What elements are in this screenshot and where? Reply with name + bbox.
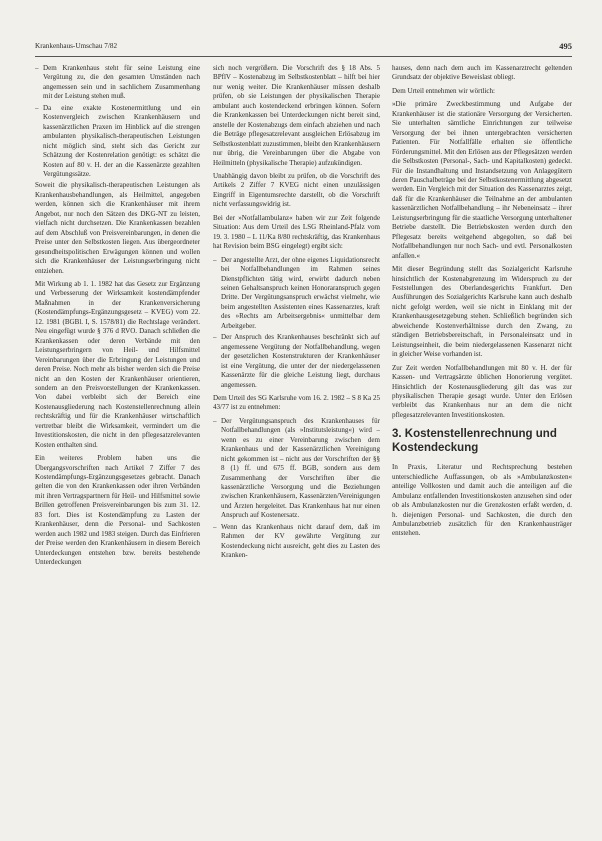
dash-bullet: –: [213, 333, 217, 342]
paragraph: Bei der »Notfallambulanz« haben wir zur Zeit folgende Situation: Aus dem Urteil des LSG Rheinland-Pfalz vom 19. 3. 1980 – L 11/Ka 8/80 rechtskräftig, das Krankenhaus hat Revision beim BSG eingelegt) ergibt sich:: [213, 213, 380, 251]
bullet-item: [35, 64, 200, 102]
dash-bullet: –: [213, 416, 217, 425]
bullet-text: Dem Krankenhaus steht für seine Leistung eine Vergütung zu, die den gesamten Umständen nach angemessen sein und in sachlichem Zusammenhang mit der Leistung stehen muß.: [43, 64, 200, 101]
bullet-item: [213, 417, 380, 521]
page-number: 495: [559, 41, 572, 51]
paragraph: Mit dieser Begründung stellt das Sozialgericht Karlsruhe hinsichtlich der Kostenabgrenzung im Widerspruch zu der Feststellungen des Oberlandesgerichts Frankfurt. Den Ausführungen des Sozialgerichts Karlsruhe kann auch deshalb nicht gefolgt werden, weil sie nicht in Einklang mit der Krankenhausgesetzgebung stehen. Schließlich begründen sich abweichende Kostenverhältnisse durch den Zwang, zu ständigen Betriebsbereitschaft, in Personaleinsatz und in Leistungseinheit, die beim niedergelassenen Kassenarzt nicht in gleicher Weise vorhanden ist.: [392, 265, 572, 359]
journal-title: Krankenhaus-Umschau 7/82: [35, 42, 118, 50]
dash-bullet: –: [213, 522, 217, 531]
quote-text: Wenn das Krankenhaus nicht darauf dem, daß im Rahmen der KV gewährte Vergütung zur Kostendeckung nicht ausreicht, geht dies zu Lasten des Kranken-: [221, 522, 380, 560]
running-header: [35, 40, 572, 57]
quote-text: Der Anspruch des Krankenhauses beschränkt sich auf angemessene Vergütung der Notfallbehandlung, wegen der gesetzlichen Kostenstrukturen der Krankenhäuser ist eine Vergütung, die unter der der niedergelassenen Kassenärzte für die gleiche Leistung liegt, durchaus angemessen.: [221, 333, 380, 389]
bullet-item: [213, 333, 380, 390]
paragraph: Dem Urteil entnehmen wir wörtlich:: [392, 86, 495, 95]
dash-bullet: –: [213, 255, 217, 264]
column-1: [35, 64, 200, 829]
column-2: [213, 64, 380, 829]
paragraph: Mit Wirkung ab 1. 1. 1982 hat das Gesetz zur Ergänzung und Verbesserung der Wirksamkeit kostendämpfender Maßnahmen in der Krankenversicherung (Kostendämpfungs-Ergänzungsgesetz – KVEG) vom 22. 12. 1981 (BGBl. I, S. 1578/81) die Rechtslage verändert. Neu eingefügt wurde § 376 d RVO. Danach schließen die Krankenkassen oder deren Verbände mit den Leistungserbringern von Heil- und Hilfsmittel Vereinbarungen über die Erbringung der Leistungen und deren Preise. Noch mehr als bisher werden sich die Preise nicht an den Kosten der Krankenhäuser orientieren, sondern an den Preisvorstellungen der Krankenkassen. Von dabei verbleibt sich der Bereich eine Kostenausgliederung nach Kostenstellenrechnung allein rechtskräftig und für die Krankenhäuser wirtschaftlich vertretbar bleibt die Wirksamkeit, vermindert um die Investitionskosten, die nicht in den pflegesatzrelevanten Kosten enthalten sind.: [35, 279, 200, 449]
court-quote: [213, 256, 380, 390]
column-3: [392, 64, 572, 829]
paragraph: Zur Zeit werden Notfallbehandlungen mit 80 v. H. der für Kassen- und Vertragsärzte üblichen Honorierung vergütet. Hinsichtlich der Kostenausgliederung gilt das was zur physikalischen Therapie gesagt wurde. Unter den Erlösen verbleibt das Krankenhaus nur an dem die nicht pflegesatzrelevanten Investitionskosten.: [392, 363, 572, 419]
paragraph: In Praxis, Literatur und Rechtsprechung bestehen unterschiedliche Auffassungen, ob als »Ambulanzkosten« anteilige Vollkosten und damit auch die anteiligen auf die Ambulanz entfallenden Investitionskosten anzusehen sind oder ob als Ambulanzkosten nur die Grenzkosten erfaßt werden, d. h. diejenigen Personal- und Sachkosten, die durch den Ambulanzbetrieb zusätzlich für den Krankenhausträger entstehen.: [392, 463, 572, 538]
quote-text: Der Vergütungsanspruch des Krankenhauses für Notfallbehandlungen (als »Institutsleistung«) wird – wenn es zu einer Vereinbarung zwischen dem Krankenhaus und der Kassenärztlichen Vereinigung nicht gekommen ist – nicht aus der Vorschriften der §§ 8 (1) ff. und 675 ff. BGB, sondern aus dem Zusammenhang der Vorschriften über die kassenärztliche Versorgung und die Beziehungen zwischen Krankenhäusern, Kassenärzten/Vereinigungen und Ärzten hergeleitet. Das Krankenhaus hat nur einen Anspruch auf Kostenersatz.: [221, 416, 380, 520]
bullet-item: [213, 256, 380, 332]
paragraph: Unabhängig davon bleibt zu prüfen, ob die Vorschrift des Artikels 2 Ziffer 7 KVEG nicht einen unzulässigen Eingriff in Eigentumsrechte darstellt, ob die Vorschrift nicht verfassungswidrig ist.: [213, 171, 380, 209]
section-heading: 3. Kostenstellenrechnung und Kostendeckung: [392, 428, 557, 454]
bullet-item: [35, 104, 200, 180]
paragraph: hauses, denn nach dem auch im Kassenarztrecht geltenden Grundsatz der objektive Beweislast obliegt.: [392, 64, 572, 82]
bullet-text: Da eine exakte Kostenermittlung und ein Kostenvergleich zwischen Krankenhäusern und kassenärztlichen Praxen im Hinblick auf die strengen ambulanten physikalisch-therapeutischen Leistungen nicht möglich sind, steht sich das Gericht zur Schätzung der Kostenrelation genötigt: es schätzt die Kosten auf 80 v. H. der an die Kassenärzte gezahlten Vergütungssätze.: [43, 103, 200, 178]
paragraph: Dem Urteil des SG Karlsruhe vom 16. 2. 1982 – S 8 Ka 25 43/77 ist zu entnehmen:: [213, 393, 380, 412]
paragraph: Ein weiteres Problem haben uns die Übergangsvorschriften nach Artikel 7 Ziffer 7 des Kostendämpfungs-Ergänzungsgesetzes gebracht. Danach gelten die von den Krankenkassen oder ihren Verbänden mit ihren Vertragspartnern für Heil- und Hilfsmittel sowie Brillen getroffenen Preisvereinbarungen bis zum 31. 12. 83 fort. Dies ist Kostendämpfung zu Lasten der Krankenhäuser, denn die Personal- und Sachkosten werden auch 1982 und 1983 steigen. Durch das Einfrieren der Preise werden den Krankenhäusern in diesem Bereich Unterdeckungen entstehen bzw. bereits bestehende Unterdeckungen: [35, 454, 200, 567]
quote-text: Der angestellte Arzt, der ohne eigenes Liquidationsrecht bei Notfallbehandlungen im Rahmen seines Dienstpflichten tätig wird, erwirbt dadurch neben seinen Gehaltsanspruch keinen Honoraranspruch gegen Dritte. Der Vergütungsanspruch erwächst vielmehr, wie beim angestellten Assistenten eines Kassenarztes, kraft des »Rechts am Arbeitsergebnis« unmittelbar dem Arbeitgeber.: [221, 255, 380, 330]
dash-bullet: –: [35, 64, 39, 72]
dash-bullet: –: [35, 103, 39, 112]
paragraph: Soweit die physikalisch-therapeutischen Leistungen als Krankenhausbehandlungen, als Heilmittel, angegeben werden, können sich die Krankenhäuser mit ihrem Angebot, nur noch den Sätzen des DKG-NT zu leisten, vielfach nicht durchsetzen. Die Krankenkassen bezahlen auf dem Abschluß von Preisvereinbarungen, in denen die Preise unter den Selbstkosten liegen. Aus übergeordneter gesundheitspolitischen Erwägungen können und wollen sich die Krankenhäuser der Leistungserbringung nicht entziehen.: [35, 181, 200, 275]
block-quote: »Die primäre Zweckbestimmung und Aufgabe der Krankenhäuser ist die stationäre Versorgung der Versicherten. Sie unterhalten sämtliche Einrichtungen zur teilweise Versorgung der bei ihnen untergebrachten versicherten Patienten. Für Notfallfälle erhalten sie öffentliche Förderungsmittel. Mit den Erlösen aus der Pflegesätzen werden die Selbstkosten (Personal-, Sach- und Kapitalkosten) gedeckt. Für die Instandhaltung und Instandsetzung von Anlagegütern deren Pauschalbeträge bei der Selbstkostenermittlung abgesetzt werden. Ein Vergleich mit der Situation des Kassenarztes zeigt, daß für die Krankenhäuser die Teilnahme an der ambulanten kassenärztlichen Notfallbehandlung – ihr Nebeneinsatz – ihrer Leistungserbringung für die staatliche Versorgung unterhaltener Betriebe darstellt. Die Betriebskosten werden durch den Pflegesatz bereits weitgehend abgegolten, so daß bei Notfallbehandlungen nur noch Sach- und evtl. Personalkosten anfallen.«: [392, 100, 572, 260]
bullet-item: [213, 523, 380, 561]
paragraph: sich noch vergrößern. Die Vorschrift des § 18 Abs. 5 BPflV – Kostenabzug im Selbstkostenblatt – hilft bei hier nur wenig weiter. Die Krankenhäuser müssen deshalb prüfen, ob sie Leistungen der physikalischen Therapie ambulant auch kostendeckend erbringen können. Sofern die Krankenkassen bei Unterdeckungen nicht bereit sind, anstelle der Kostenabzugs dem einfach abziehen und nach die Beträge pflegesatzrelevant ausgleichen Erlösabzug im Selbstkostenblatt zuzustimmen, bleibt den Krankenhäusern nur übrig, die Vereinbarungen über die Abgabe von Heilmitteln (physikalische Therapie) aufzukündigen.: [213, 64, 380, 167]
